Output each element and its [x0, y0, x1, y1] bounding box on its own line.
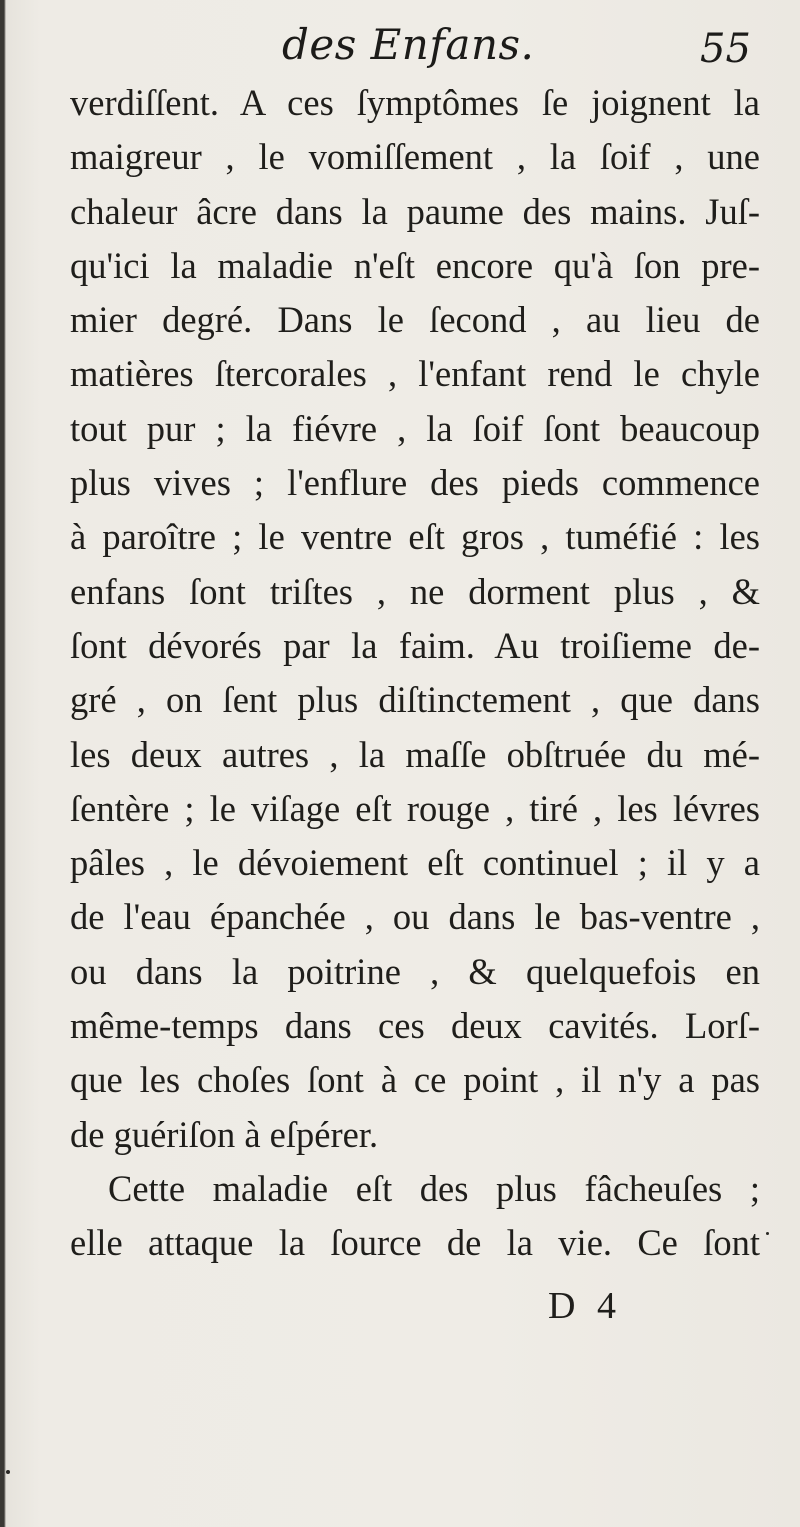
text-line: ſentère ; le viſage eſt rouge , tiré , les lévres	[70, 787, 760, 829]
text-line: mier degré. Dans le ſecond , au lieu de	[70, 299, 760, 341]
text-line: qu'ici la maladie n'eſt encore qu'à ſon pre-	[70, 244, 760, 286]
text-line: tout pur ; la fiévre , la ſoif ſont beaucoup	[70, 407, 760, 449]
paper-speck	[6, 1470, 10, 1474]
text-line: ſont dévorés par la faim. Au troiſieme de-	[70, 624, 760, 666]
text-line: matières ſtercorales , l'enfant rend le chyle	[70, 353, 760, 395]
running-head	[0, 18, 800, 78]
text-line: à paroître ; le ventre eſt gros , tuméfié : les	[70, 516, 760, 558]
text-line: gré , on ſent plus diſtinctement , que dans	[70, 679, 760, 721]
text-line: de l'eau épanchée , ou dans le bas-ventre ,	[70, 896, 760, 938]
text-line: pâles , le dévoiement eſt continuel ; il y a	[70, 842, 760, 884]
text-line: plus vives ; l'enflure des pieds commence	[70, 462, 760, 504]
text-line: elle attaque la ſource de la vie. Ce ſont	[70, 1222, 760, 1264]
signature-mark: D 4	[548, 1285, 622, 1327]
text-line: ou dans la poitrine , & quelquefois en	[70, 950, 760, 992]
text-line: les deux autres , la maſſe obſtruée du mé-	[70, 733, 760, 775]
page-number: 55	[700, 26, 751, 72]
running-head-title: des Enfans.	[282, 20, 535, 69]
body-text	[70, 76, 760, 1271]
text-line: Cette maladie eſt des plus fâcheuſes ;	[108, 1167, 760, 1209]
text-line: enfans ſont triſtes , ne dorment plus , &	[70, 570, 760, 612]
text-line: maigreur , le vomiſſement , la ſoif , une	[70, 136, 760, 178]
text-line: chaleur âcre dans la paume des mains. Juſ-	[70, 190, 760, 232]
text-line: que les choſes ſont à ce point , il n'y a pas	[70, 1059, 760, 1101]
paper-speck	[766, 1232, 769, 1235]
text-line: de guériſon à eſpérer.	[70, 1113, 379, 1155]
text-line: même-temps dans ces deux cavités. Lorſ-	[70, 1005, 760, 1047]
text-line: verdiſſent. A ces ſymptômes ſe joignent la	[70, 82, 760, 123]
